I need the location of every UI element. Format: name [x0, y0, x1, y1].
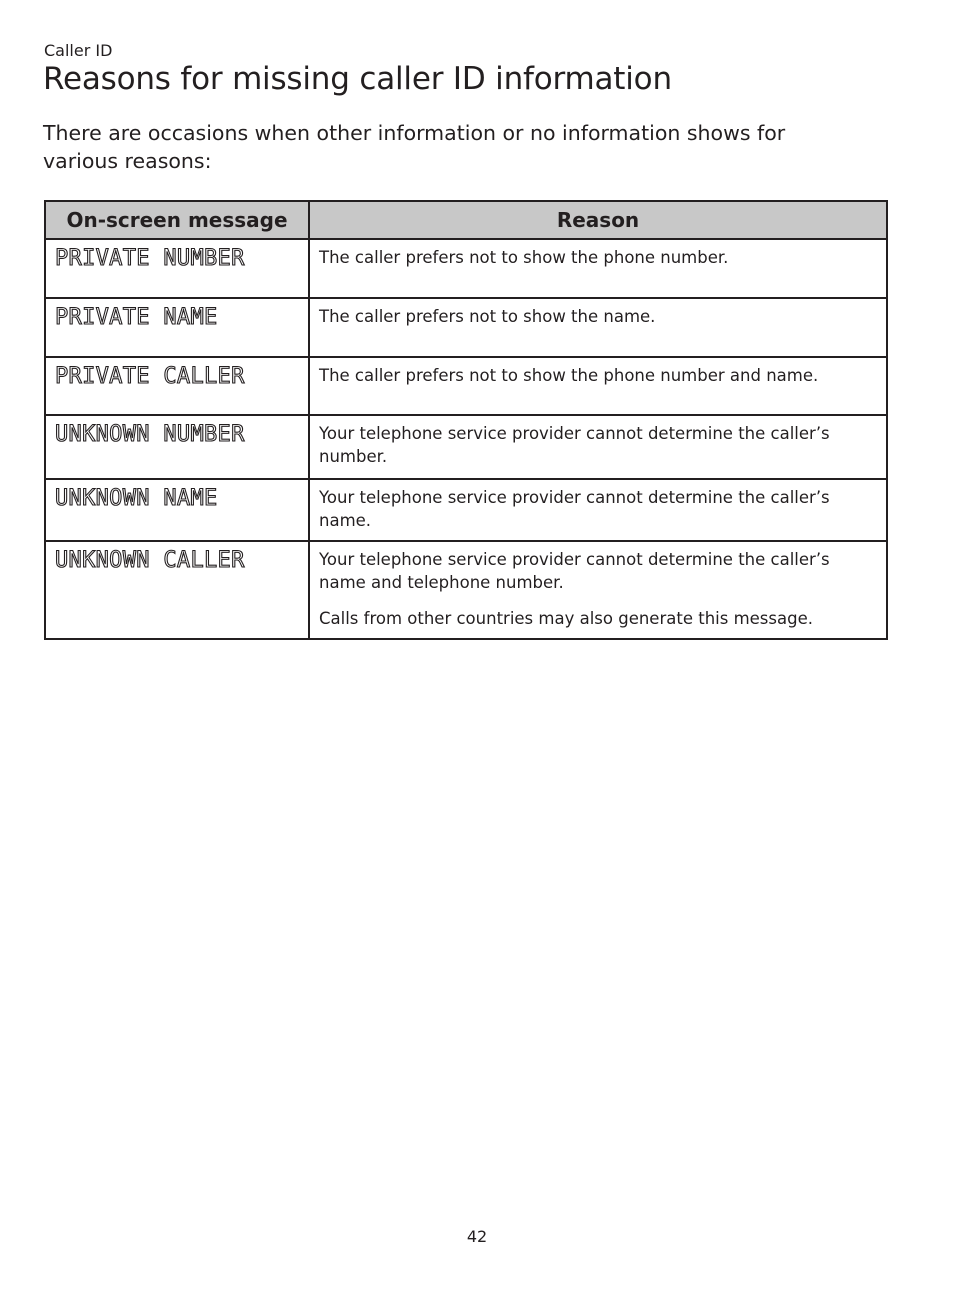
reason-text: Your telephone service provider cannot determine the caller’s name and telephone number. — [319, 550, 830, 592]
table-row — [45, 479, 887, 541]
header-reason: Reason — [309, 201, 887, 239]
reason-text: The caller prefers not to show the name. — [319, 307, 656, 326]
reason-text: Your telephone service provider cannot determine the caller’s name. — [319, 488, 830, 530]
reason-cell — [309, 357, 887, 415]
table-row — [45, 298, 887, 357]
on-screen-message: UNKNOWN NAME — [45, 479, 309, 541]
on-screen-message: PRIVATE NUMBER — [45, 239, 309, 298]
reason-cell — [309, 541, 887, 639]
table-row — [45, 415, 887, 479]
on-screen-message: UNKNOWN NUMBER — [45, 415, 309, 479]
intro-text: There are occasions when other information or no information shows for various reasons: — [43, 121, 786, 173]
reason-note: Calls from other countries may also generate this message. — [319, 609, 813, 628]
header-on-screen-message: On-screen message — [45, 201, 309, 239]
reason-cell — [309, 239, 887, 298]
reason-text: The caller prefers not to show the phone number. — [319, 248, 729, 267]
table-header-row — [45, 201, 887, 239]
reason-cell — [309, 298, 887, 357]
reason-text: The caller prefers not to show the phone number and name. — [319, 366, 819, 385]
reason-text: Your telephone service provider cannot determine the caller’s number. — [319, 424, 830, 466]
page-number: 42 — [466, 1227, 488, 1246]
table-row — [45, 541, 887, 639]
table-row — [45, 357, 887, 415]
reason-cell — [309, 415, 887, 479]
page-title: Reasons for missing caller ID information — [43, 61, 672, 97]
reason-cell — [309, 479, 887, 541]
on-screen-message: UNKNOWN CALLER — [45, 541, 309, 639]
on-screen-message: PRIVATE CALLER — [45, 357, 309, 415]
caller-id-messages-table — [44, 200, 888, 640]
section-label: Caller ID — [44, 41, 113, 60]
on-screen-message: PRIVATE NAME — [45, 298, 309, 357]
table-row — [45, 239, 887, 298]
